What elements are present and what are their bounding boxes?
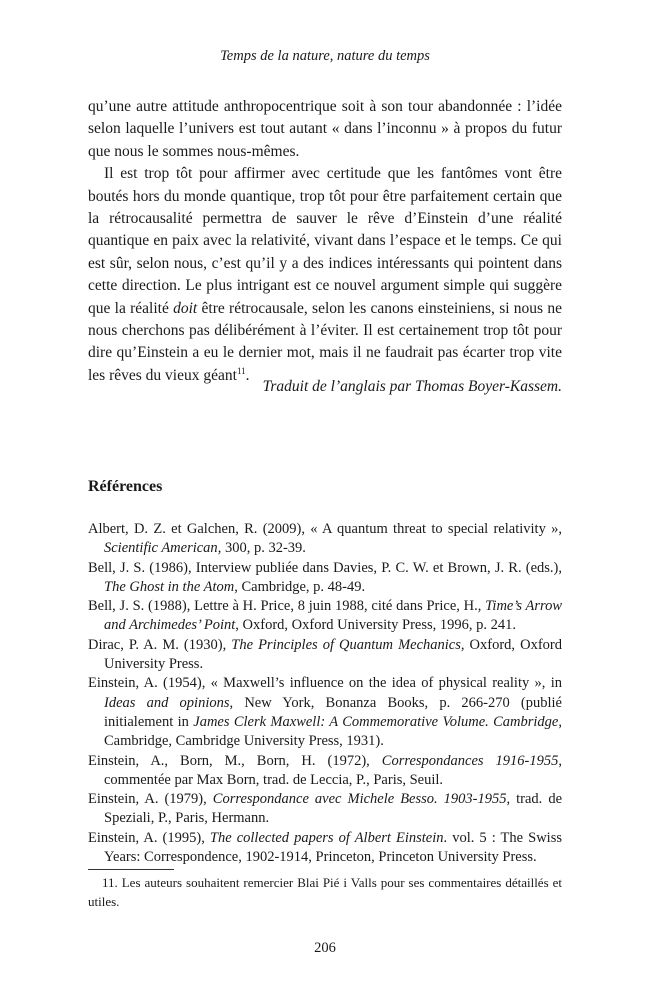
reference-text: , New York, Bonanza Books, p. 266-270 (publié initialement in	[104, 694, 562, 730]
reference-item	[88, 752, 562, 791]
page-number: 206	[314, 940, 336, 956]
reference-text: Albert, D. Z. et Galchen, R. (2009), « A quantum threat to special relativity »,	[88, 521, 562, 537]
reference-text: , 300, p. 32-39.	[217, 540, 306, 557]
paragraph-2-text-after: être rétrocausale, selon les canons einsteiniens, si nous ne nous cherchons pas délibérément à l’éviter. Il est certainement trop tôt pour dire qu’Einstein a eu le dernier mot, mais il ne faudrait pas écarter trop vite les rêves du vieux géant	[88, 299, 562, 384]
footnote-11: 11. Les auteurs souhaitent remercier Blai Pié i Valls pour ses commentaires détaillés et utiles.	[88, 875, 562, 909]
references-list	[88, 520, 562, 867]
reference-text: , Oxford, Oxford University Press.	[104, 636, 562, 673]
reference-title: Time’s Arrow and Archimedes’ Point	[104, 598, 562, 634]
reference-item	[88, 674, 562, 751]
reference-title-2: James Clerk Maxwell: A Commemorative Volume. Cambridge	[193, 713, 559, 730]
reference-title: Ideas and opinions	[104, 694, 230, 711]
reference-item	[88, 636, 562, 675]
reference-text: , Cambridge, p. 48-49.	[234, 578, 366, 595]
reference-text: Einstein, A., Born, M., Born, H. (1972),	[88, 752, 382, 769]
reference-text: , commentée par Max Born, trad. de Leccia, P., Paris, Seuil.	[104, 752, 563, 788]
reference-item	[88, 559, 562, 598]
reference-title: Correspondances 1916-1955	[381, 752, 559, 769]
running-head: Temps de la nature, nature du temps	[220, 48, 430, 64]
reference-item	[88, 597, 562, 636]
references-heading: Références	[88, 478, 163, 495]
reference-title: The Principles of Quantum Mechanics	[231, 636, 461, 653]
paragraph-2	[88, 163, 562, 387]
reference-text: , Cambridge, Cambridge University Press, 1931).	[104, 713, 562, 750]
reference-title: Correspondance avec Michele Besso. 1903-1955	[212, 791, 507, 808]
paragraph-2-text-before: Il est trop tôt pour affirmer avec certitude que les fantômes vont être boutés hors du monde quantique, trop tôt pour être parfaitement certain que la rétrocausalité permettra de sauver le rêve d’Einstein d’une réalité quantique en paix avec la relativité, vivant dans l’espace et le temps. Ce qui est sûr, selon nous, c’est qu’il y a des indices intéressants qui pointent dans cette direction. Le plus intrigant est ce nouvel argument simple qui suggère que la réalité	[88, 165, 562, 317]
translator-credit: Traduit de l’anglais par Thomas Boyer-Kassem.	[262, 378, 562, 395]
reference-text: Dirac, P. A. M. (1930),	[88, 636, 232, 653]
reference-text: Bell, J. S. (1988), Lettre à H. Price, 8 juin 1988, cité dans Price, H.,	[88, 598, 486, 615]
body-text	[88, 96, 562, 387]
paragraph-2-end: .	[245, 366, 250, 384]
reference-text: , trad. de Speziali, P., Paris, Hermann.	[104, 791, 563, 827]
reference-item	[88, 520, 562, 559]
reference-text: , Oxford, Oxford University Press, 1996, p. 241.	[235, 617, 517, 634]
reference-title: The collected papers of Albert Einstein	[209, 829, 444, 846]
reference-title: Scientific American	[104, 540, 218, 557]
footnote-mark[interactable]: 11	[236, 365, 246, 376]
reference-item	[88, 829, 562, 868]
footnote-separator	[88, 869, 174, 870]
paragraph-2-emphasis: doit	[173, 299, 198, 317]
reference-text: Bell, J. S. (1986), Interview publiée dans Davies, P. C. W. et Brown, J. R. (eds.),	[88, 559, 562, 576]
paragraph-1: qu’une autre attitude anthropocentrique soit à son tour abandonnée : l’idée selon laquelle l’univers est tout autant « dans l’inconnu » à propos du futur que nous le sommes nous-mêmes.	[88, 98, 562, 160]
reference-text: Einstein, A. (1954), « Maxwell’s influence on the idea of physical reality », in	[88, 675, 562, 692]
reference-title: The Ghost in the Atom	[104, 578, 235, 595]
reference-text: Einstein, A. (1995),	[88, 829, 210, 846]
reference-text: . vol. 5 : The Swiss Years: Correspondence, 1902-1914, Princeton, Princeton University Press.	[104, 829, 562, 866]
reference-item	[88, 790, 562, 829]
reference-text: Einstein, A. (1979),	[88, 791, 213, 808]
